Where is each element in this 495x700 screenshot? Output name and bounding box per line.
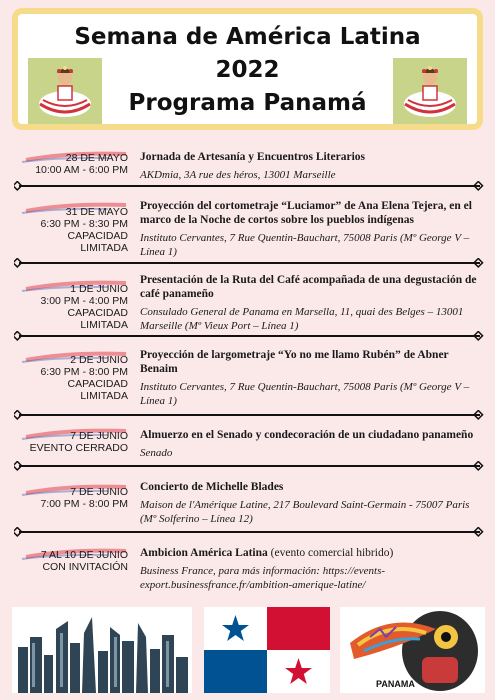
- section-divider: [14, 461, 485, 471]
- header-banner: [12, 8, 483, 130]
- section-divider: [14, 181, 485, 191]
- event-title: Concierto de Michelle Blades: [140, 481, 284, 493]
- event-title: Presentación de la Ruta del Café acompañada de una degustación de café panameño: [140, 274, 477, 300]
- section-divider: [14, 410, 485, 420]
- event-date: 31 DE MAYO 6:30 PM - 8:30 PM CAPACIDAD LIMITADA: [40, 206, 128, 254]
- event-date: 1 DE JUNIO 3:00 PM - 4:00 PM CAPACIDAD LIMITADA: [40, 283, 128, 331]
- event-title: Proyección del cortometraje “Luciamor” de Ana Elena Tejera, en el marco de la Noche de cortos sobre los pueblos indígenas: [140, 200, 472, 226]
- event-date: 2 DE JUNIO 6:30 PM - 8:00 PM CAPACIDAD LIMITADA: [40, 354, 128, 402]
- event-date: 7 DE JUNIO EVENTO CERRADO: [29, 430, 128, 454]
- event-title: Almuerzo en el Senado y condecoración de un ciudadano panameño: [140, 429, 474, 441]
- page-title-line1: Semana de América Latina: [74, 24, 421, 50]
- event-location: Business France, para más información: https://events-export.businessfrance.fr/ambition-amerique-latine/: [140, 565, 386, 591]
- event-location: Consulado General de Panama en Marsella, 11, quai des Belges – 13001 Marseille (Mº Vieux Port – Línea 1): [140, 306, 464, 332]
- section-divider: [14, 527, 485, 537]
- section-divider: [14, 258, 485, 268]
- event-date: 7 DE JUNIO 7:00 PM - 8:00 PM: [40, 486, 128, 510]
- event-location: Instituto Cervantes, 7 Rue Quentin-Bauchart, 75008 Paris (Mº George V – Línea 1): [140, 232, 470, 258]
- event-title: Proyección de largometraje “Yo no me llamo Rubén” de Abner Benaim: [140, 349, 449, 375]
- pollera-dancer-icon-left: [28, 58, 102, 124]
- event-title: Jornada de Artesanía y Encuentros Literarios: [140, 151, 365, 163]
- page-title-year: 2022: [215, 57, 280, 83]
- event-location: AKDmia, 3A rue des héros, 13001 Marseille: [140, 169, 336, 181]
- event-location: Maison de l'Amérique Latine, 217 Boulevard Saint-Germain - 75007 Paris (Mº Solferino – Línea 12): [140, 499, 470, 525]
- toucan-illustration: [340, 607, 485, 693]
- city-skyline-image: [12, 607, 192, 693]
- toucan-label: PANAMA: [376, 679, 415, 689]
- event-location: Senado: [140, 447, 173, 459]
- event-location: Instituto Cervantes, 7 Rue Quentin-Bauchart, 75008 Paris (Mº George V – Línea 1): [140, 381, 470, 407]
- event-date: 7 AL 10 DE JUNIO CON INVITACIÓN: [40, 549, 128, 573]
- panama-flag-image: [204, 607, 330, 693]
- page-title-line3: Programa Panamá: [128, 90, 367, 116]
- event-title: Ambicion América Latina (evento comercial hibrido): [140, 547, 394, 559]
- pollera-dancer-icon-right: [393, 58, 467, 124]
- event-date: 28 DE MAYO 10:00 AM - 6:00 PM: [35, 152, 128, 176]
- section-divider: [14, 331, 485, 341]
